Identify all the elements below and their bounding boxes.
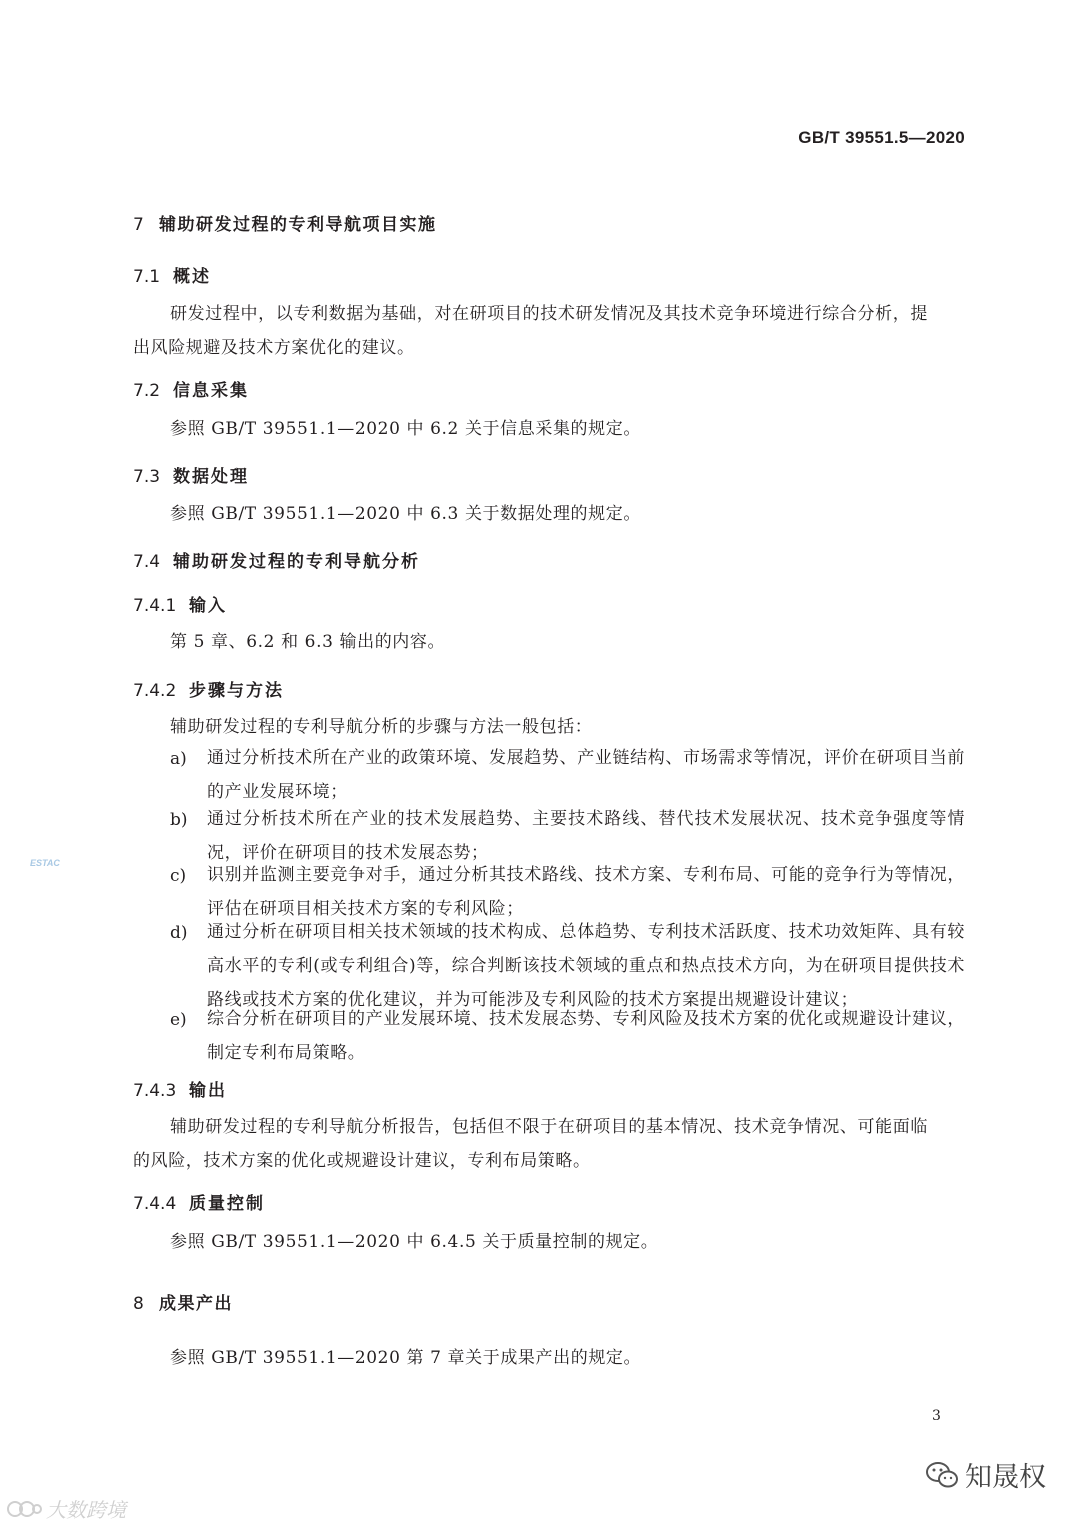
side-watermark: ESTAC bbox=[30, 858, 60, 868]
list-item-text: 识别并监测主要竞争对手，通过分析其技术路线、技术方案、专利布局、可能的竞争行为等情况，评估在研项目相关技术方案的专利风险； bbox=[207, 865, 965, 919]
section-number: 7 bbox=[133, 215, 144, 235]
page-number: 3 bbox=[932, 1408, 941, 1424]
section-number: 7.4.1 bbox=[133, 596, 177, 616]
section-7-4-2-heading bbox=[133, 676, 284, 701]
section-number: 7.4.3 bbox=[133, 1081, 177, 1101]
section-7-3-heading bbox=[133, 462, 249, 487]
section-title: 辅助研发过程的专利导航分析 bbox=[173, 552, 420, 572]
wechat-icon bbox=[925, 1461, 959, 1489]
section-7-4-4-heading bbox=[133, 1189, 265, 1214]
section-title: 概述 bbox=[173, 267, 211, 287]
list-item-text: 综合分析在研项目的产业发展环境、技术发展态势、专利风险及技术方案的优化或规避设计建议，制定专利布局策略。 bbox=[207, 1009, 965, 1063]
section-7-4-heading bbox=[133, 547, 420, 572]
section-7-4-1-text: 第 5 章、6.2 和 6.3 输出的内容。 bbox=[170, 632, 446, 652]
section-number: 7.4.2 bbox=[133, 681, 177, 701]
list-item-text: 通过分析在研项目相关技术领域的技术构成、总体趋势、专利技术活跃度、技术功效矩阵、具有较高水平的专利(或专利组合)等，综合判断该技术领域的重点和热点技术方向，为在研项目提供技术路线或技术方案的优化建议，并为可能涉及专利风险的技术方案提出规避设计建议； bbox=[207, 922, 965, 1010]
list-item-label: c) bbox=[170, 866, 187, 886]
list-item-label: a) bbox=[170, 749, 187, 769]
section-title: 步骤与方法 bbox=[189, 681, 284, 701]
section-7-2-text: 参照 GB/T 39551.1—2020 中 6.2 关于信息采集的规定。 bbox=[170, 419, 641, 439]
section-7-1-text: 研发过程中，以专利数据为基础，对在研项目的技术研发情况及其技术竞争环境进行综合分析，提出风险规避及技术方案优化的建议。 bbox=[133, 304, 928, 358]
section-8-text: 参照 GB/T 39551.1—2020 第 7 章关于成果产出的规定。 bbox=[170, 1348, 642, 1368]
section-7-heading bbox=[133, 210, 437, 235]
bottom-left-watermark bbox=[6, 1494, 126, 1523]
section-title: 数据处理 bbox=[173, 467, 249, 487]
section-7-2-heading bbox=[133, 376, 249, 401]
section-title: 输入 bbox=[189, 596, 227, 616]
section-7-4-2-intro: 辅助研发过程的专利导航分析的步骤与方法一般包括： bbox=[170, 717, 593, 737]
section-number: 7.2 bbox=[133, 381, 161, 401]
section-title: 信息采集 bbox=[173, 381, 249, 401]
watermark-text: 大数跨境 bbox=[46, 1498, 126, 1522]
section-number: 7.3 bbox=[133, 467, 161, 487]
section-title: 质量控制 bbox=[189, 1194, 265, 1214]
list-item-text: 通过分析技术所在产业的政策环境、发展趋势、产业链结构、市场需求等情况，评价在研项目当前的产业发展环境； bbox=[207, 748, 965, 802]
wechat-watermark bbox=[925, 1455, 1046, 1494]
section-title: 成果产出 bbox=[159, 1294, 233, 1314]
section-7-3-text: 参照 GB/T 39551.1—2020 中 6.3 关于数据处理的规定。 bbox=[170, 504, 641, 524]
watermark-text: 知晟权 bbox=[965, 1462, 1046, 1493]
list-item-label: b) bbox=[170, 810, 188, 830]
section-8-heading bbox=[133, 1289, 233, 1314]
list-item-label: e) bbox=[170, 1010, 187, 1030]
section-number: 7.4.4 bbox=[133, 1194, 177, 1214]
section-7-4-3-heading bbox=[133, 1076, 227, 1101]
section-7-1-heading bbox=[133, 262, 211, 287]
brand-logo-icon bbox=[6, 1499, 42, 1519]
list-item-label: d) bbox=[170, 923, 188, 943]
standard-code: GB/T 39551.5—2020 bbox=[798, 128, 965, 147]
section-title: 输出 bbox=[189, 1081, 227, 1101]
section-title: 辅助研发过程的专利导航项目实施 bbox=[159, 215, 437, 235]
section-7-4-3-text: 辅助研发过程的专利导航分析报告，包括但不限于在研项目的基本情况、技术竞争情况、可能面临的风险，技术方案的优化或规避设计建议，专利布局策略。 bbox=[133, 1117, 928, 1171]
section-number: 7.4 bbox=[133, 552, 161, 572]
section-number: 7.1 bbox=[133, 267, 161, 287]
list-item-text: 通过分析技术所在产业的技术发展趋势、主要技术路线、替代技术发展状况、技术竞争强度等情况，评价在研项目的技术发展态势； bbox=[207, 809, 965, 863]
section-7-4-1-heading bbox=[133, 591, 227, 616]
section-7-4-4-text: 参照 GB/T 39551.1—2020 中 6.4.5 关于质量控制的规定。 bbox=[170, 1232, 659, 1252]
section-number: 8 bbox=[133, 1294, 144, 1314]
